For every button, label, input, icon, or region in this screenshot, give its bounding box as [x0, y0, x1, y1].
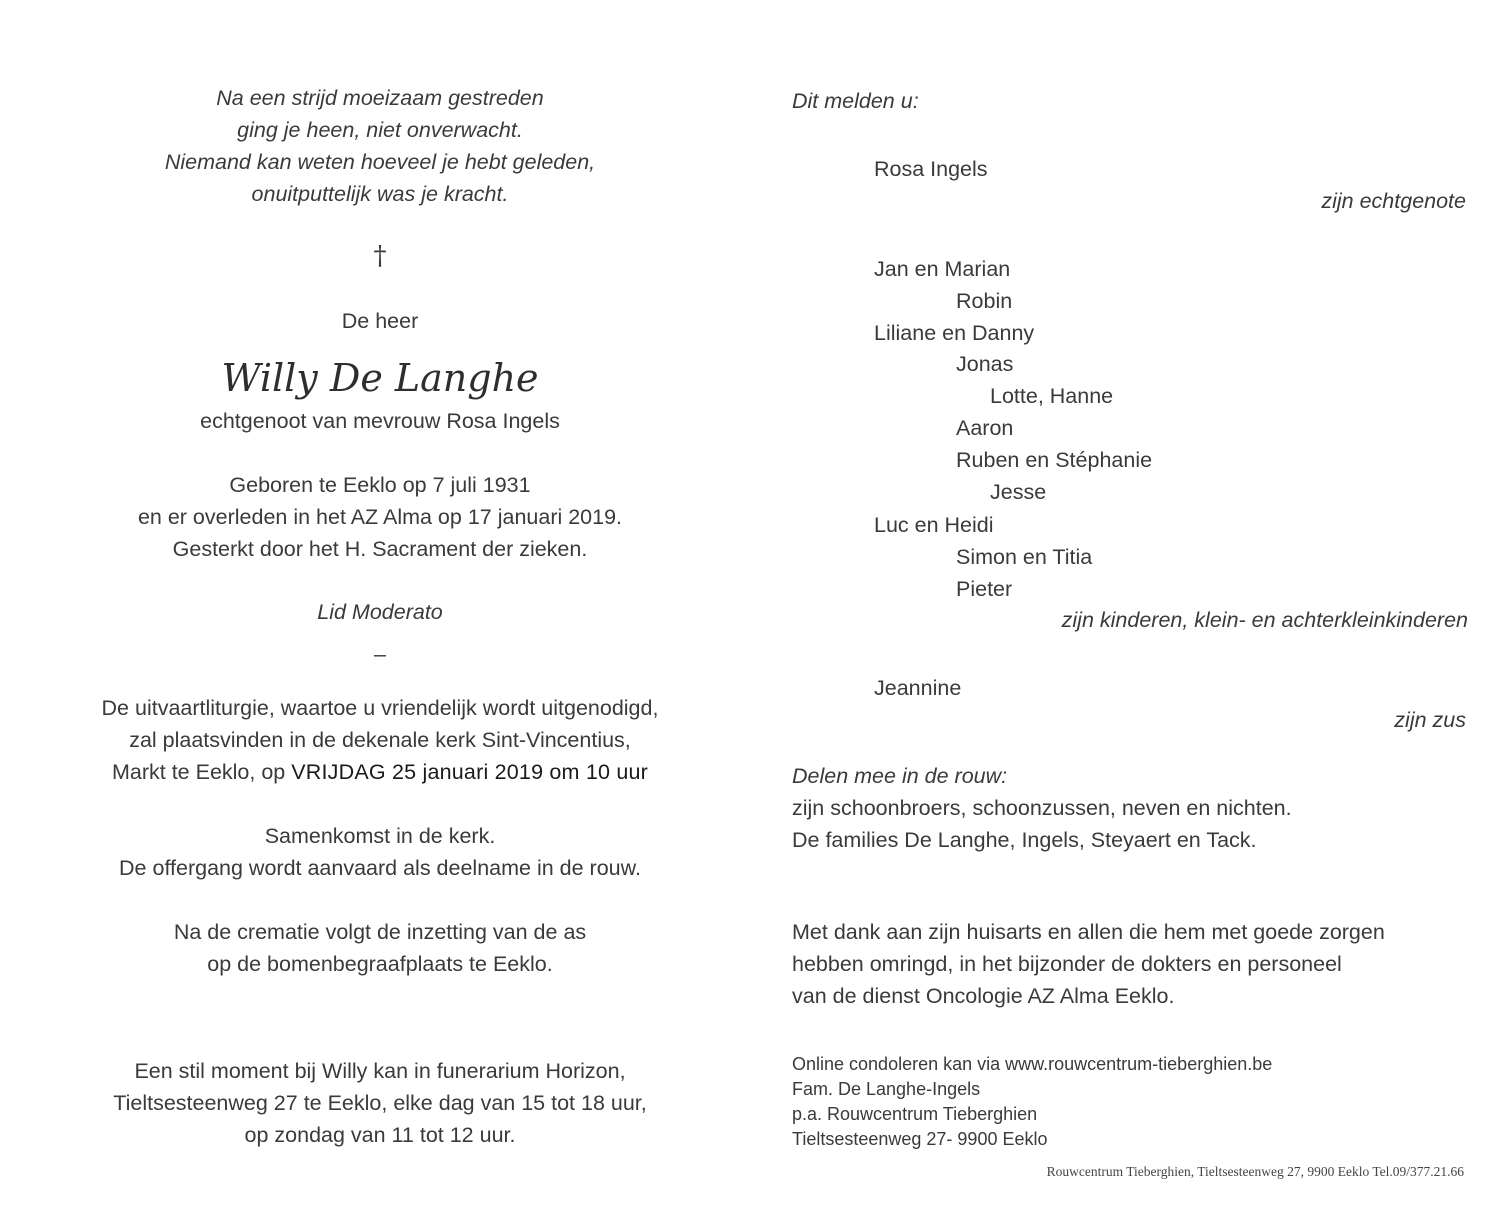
death-line: en er overleden in het AZ Alma op 17 januari 2019. — [137, 505, 623, 529]
thanks-line-2: hebben omringd, in het bijzonder de dokters en personeel — [792, 952, 1342, 976]
contact-line-2: Fam. De Langhe-Ingels — [792, 1079, 981, 1099]
sister-role: zijn zus — [1394, 708, 1466, 732]
deceased-name: Willy De Langhe — [221, 356, 539, 400]
cremation-line-2: op de bomenbegraafplaats te Eeklo. — [207, 952, 553, 976]
contact-line-4: Tieltsesteenweg 27- 9900 Eeklo — [792, 1129, 1048, 1149]
footer-imprint: Rouwcentrum Tieberghien, Tieltsesteenweg 27, 9900 Eeklo Tel.09/377.21.66 — [1046, 1164, 1464, 1179]
cross-icon: † — [373, 241, 387, 271]
funeral-location: Markt te Eeklo, op — [111, 760, 292, 784]
visitation-line-1: Een stil moment bij Willy kan in funerarium Horizon, — [134, 1059, 626, 1083]
poem-line-3: Niemand kan weten hoeveel je hebt geleden, — [164, 150, 596, 174]
sacrament-line: Gesterkt door het H. Sacrament der zieken. — [172, 537, 588, 561]
mourning-line-1: zijn schoonbroers, schoonzussen, neven en nichten. — [792, 796, 1292, 820]
family-member: Robin — [956, 289, 1013, 313]
funeral-line-2: zal plaatsvinden in de dekenale kerk Sint-Vincentius, — [129, 728, 631, 752]
poem-line-2: ging je heen, niet onverwacht. — [237, 118, 523, 142]
family-member: Jesse — [990, 480, 1047, 504]
family-member: Pieter — [956, 577, 1013, 601]
family-member: Jonas — [956, 352, 1014, 376]
poem-line-1: Na een strijd moeizaam gestreden — [216, 86, 544, 110]
mourning-title: Delen mee in de rouw: — [792, 764, 1008, 788]
thanks-line-1: Met dank aan zijn huisarts en allen die hem met goede zorgen — [792, 920, 1385, 944]
family-member: Lotte, Hanne — [990, 384, 1114, 408]
children-role: zijn kinderen, klein- en achterkleinkinderen — [1061, 608, 1468, 632]
visitation-line-3: op zondag van 11 tot 12 uur. — [244, 1123, 516, 1147]
visitation-line-2: Tieltsesteenweg 27 te Eeklo, elke dag van 15 tot 18 uur, — [113, 1091, 647, 1115]
family-member: Liliane en Danny — [874, 321, 1035, 345]
gathering-line-1: Samenkomst in de kerk. — [264, 824, 496, 848]
family-member: Luc en Heidi — [874, 513, 994, 537]
family-member: Ruben en Stéphanie — [956, 448, 1153, 472]
contact-line-3: p.a. Rouwcentrum Tieberghien — [792, 1104, 1038, 1124]
thanks-line-3: van de dienst Oncologie AZ Alma Eeklo. — [792, 984, 1175, 1008]
cremation-line-1: Na de crematie volgt de inzetting van de as — [173, 920, 587, 944]
announcement-intro: Dit melden u: — [792, 89, 919, 113]
separator-dash: – — [374, 642, 386, 666]
funeral-date: VRIJDAG 25 januari 2019 om 10 uur — [291, 760, 648, 784]
poem-line-4: onuitputtelijk was je kracht. — [251, 182, 509, 206]
spouse-line: echtgenoot van mevrouw Rosa Ingels — [200, 409, 560, 433]
mourning-line-2: De families De Langhe, Ingels, Steyaert en Tack. — [792, 828, 1257, 852]
spouse-role: zijn echtgenote — [1321, 189, 1466, 213]
membership: Lid Moderato — [317, 600, 443, 624]
family-member: Jan en Marian — [874, 257, 1011, 281]
gathering-line-2: De offergang wordt aanvaard als deelname in de rouw. — [119, 856, 641, 880]
sister-name: Jeannine — [874, 676, 962, 700]
contact-line-1: Online condoleren kan via www.rouwcentrum-tieberghien.be — [792, 1054, 1273, 1074]
salutation: De heer — [341, 309, 419, 333]
birth-line: Geboren te Eeklo op 7 juli 1931 — [229, 473, 531, 497]
funeral-line-1: De uitvaartliturgie, waartoe u vriendelijk wordt uitgenodigd, — [101, 696, 659, 720]
spouse-name: Rosa Ingels — [874, 157, 988, 181]
family-member: Aaron — [956, 416, 1014, 440]
family-member: Simon en Titia — [956, 545, 1093, 569]
funeral-line-3 — [0, 758, 760, 786]
